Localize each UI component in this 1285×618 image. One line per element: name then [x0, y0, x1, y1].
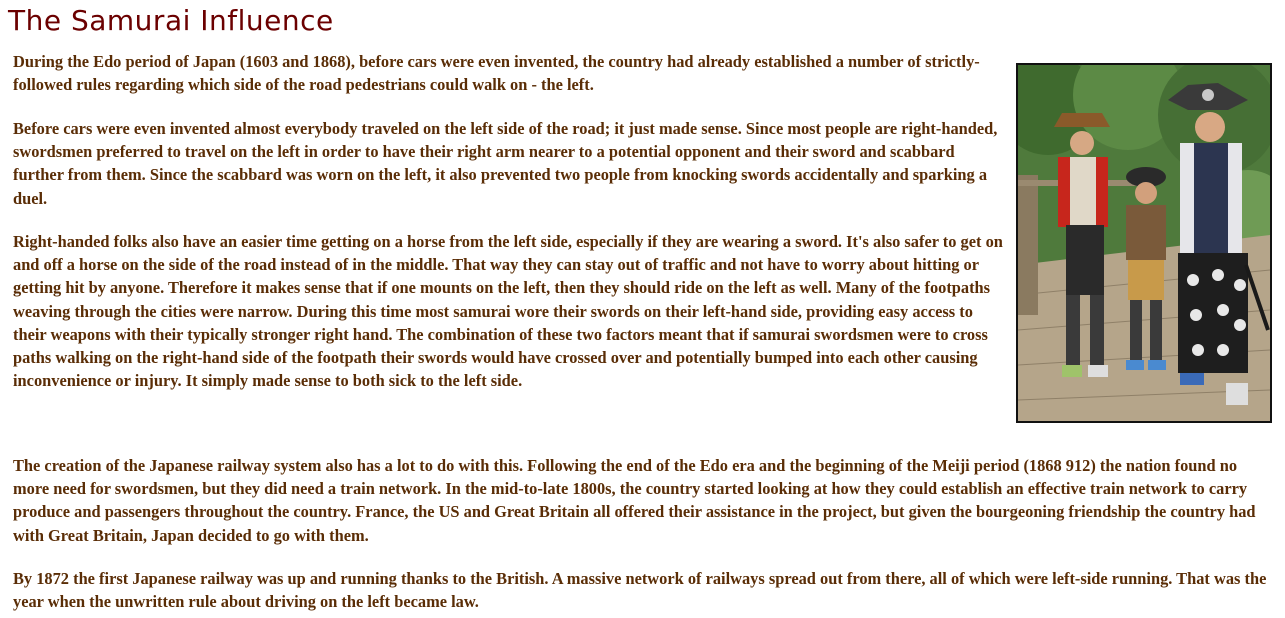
- paragraph-railway-1872: By 1872 the first Japanese railway was up and running thanks to the British. A massive network of railways spread out from there, all of which were left-side running. That was the year when the unwritten rule about driving on the left became law.: [13, 569, 1267, 612]
- railing-post: [1018, 175, 1038, 315]
- paragraph-railway-system: The creation of the Japanese railway system also has a lot to do with this. Following the end of the Edo era and the beginning of the Meiji period (1868 912) the nation found no more need for swordsmen, but they did need a train network. In the mid-to-late 1800s, the country started looking at how they could establish an effective train network to carry produce and passengers throughout the country. France, the US and Great Britain all offered their assistance in the project, but given the bourgeoning friendship the country had with Great Britain, Japan decided to go with them.: [13, 456, 1256, 545]
- page-title: The Samurai Influence: [8, 4, 334, 37]
- paragraph-left-side-travel: Before cars were even invented almost everybody traveled on the left side of the road; it just made sense. Since most people are right-handed, swordsmen preferred to travel on the left in order to have their right arm nearer to a potential opponent and their sword and scabbard further from them. Since the scabbard was worn on the left, it also prevented two people from knocking swords accidentally and sparking a duel.: [13, 119, 998, 208]
- paragraph-horses-and-swords: Right-handed folks also have an easier time getting on a horse from the left side, especially if they are wearing a sword. It's also safer to get on and off a horse on the side of the road instead of in the middle. That way they can stay out of traffic and not have to worry about hitting or getting hit by anyone. Therefore it makes sense that if one mounts on the left, then they should ride on the left as well. Many of the footpaths weaving through the cities were narrow. During this time most samurai wore their swords on their left-hand side, providing easy access to their weapons with their typically stronger right hand. The combination of these two factors meant that if samurai swordsmen were to cross paths walking on the right-hand side of the footpath their swords would have crossed over and potentially bumped into each other causing inconvenience or injury. It simply made sense to both sick to the left side.: [13, 232, 1003, 391]
- paragraph-edo-period: During the Edo period of Japan (1603 and 1868), before cars were even invented, the country had already established a number of strictly-followed rules regarding which side of the road pedestrians could walk on - the left.: [13, 52, 980, 95]
- samurai-costume-photo: [1016, 63, 1272, 423]
- samurai-photo-illustration: [1018, 65, 1270, 421]
